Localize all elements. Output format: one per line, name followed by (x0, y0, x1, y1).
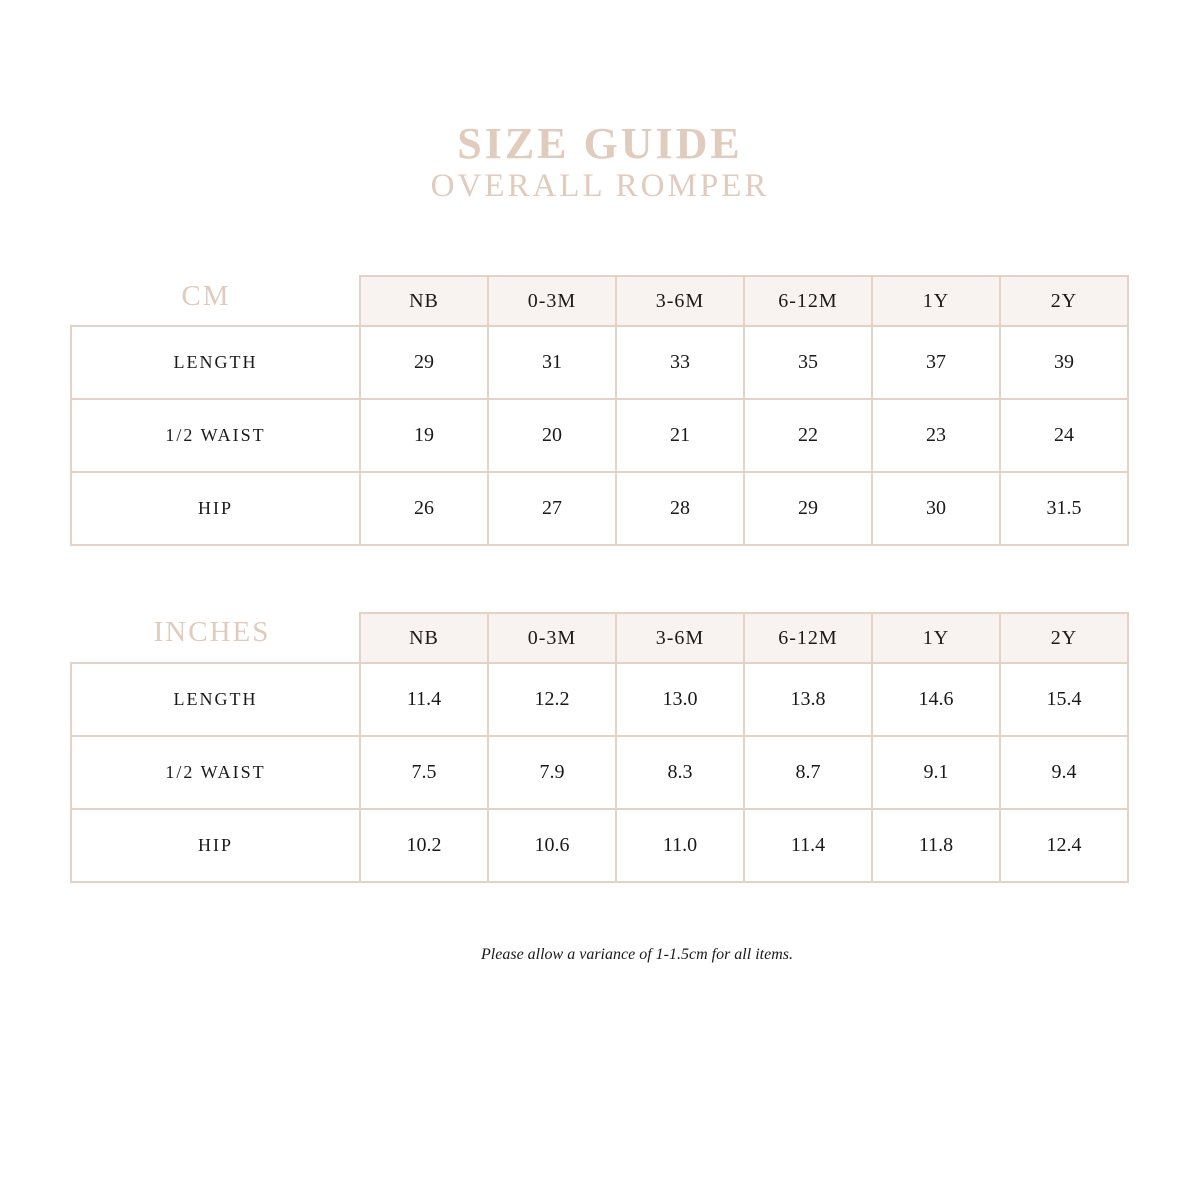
row-label: 1/2 WAIST (71, 736, 360, 809)
table-row (71, 663, 1128, 736)
page-subtitle: OVERALL ROMPER (430, 168, 770, 204)
cm-size-table (70, 275, 1129, 546)
table-cell: 13.8 (744, 663, 872, 736)
table-cell: 19 (360, 399, 488, 472)
table-row (71, 736, 1128, 809)
table-cell: 31.5 (1000, 472, 1128, 545)
table-cell: 7.9 (488, 736, 616, 809)
table-cell: 12.2 (488, 663, 616, 736)
table-cell: 10.6 (488, 809, 616, 882)
cm-size-header: 0-3M (488, 276, 616, 326)
inches-size-header: NB (360, 613, 488, 663)
table-cell: 28 (616, 472, 744, 545)
table-row (71, 472, 1128, 545)
row-label: 1/2 WAIST (71, 399, 360, 472)
inches-header-row (71, 613, 1128, 663)
table-cell: 21 (616, 399, 744, 472)
table-cell: 12.4 (1000, 809, 1128, 882)
table-cell: 10.2 (360, 809, 488, 882)
cm-size-header: 1Y (872, 276, 1000, 326)
inches-size-header: 2Y (1000, 613, 1128, 663)
inches-size-header: 3-6M (616, 613, 744, 663)
table-cell: 37 (872, 326, 1000, 399)
table-cell: 39 (1000, 326, 1128, 399)
cm-header-row (71, 276, 1128, 326)
table-cell: 29 (360, 326, 488, 399)
table-cell: 15.4 (1000, 663, 1128, 736)
table-cell: 22 (744, 399, 872, 472)
inches-size-header: 6-12M (744, 613, 872, 663)
table-cell: 11.4 (744, 809, 872, 882)
variance-note: Please allow a variance of 1-1.5cm for all items. (481, 946, 793, 963)
cm-size-header: 2Y (1000, 276, 1128, 326)
table-cell: 24 (1000, 399, 1128, 472)
table-cell: 11.8 (872, 809, 1000, 882)
row-label: HIP (71, 472, 360, 545)
table-cell: 30 (872, 472, 1000, 545)
cm-header-blank (71, 276, 360, 326)
cm-size-header: NB (360, 276, 488, 326)
table-cell: 8.7 (744, 736, 872, 809)
table-cell: 14.6 (872, 663, 1000, 736)
table-cell: 11.4 (360, 663, 488, 736)
table-cell: 23 (872, 399, 1000, 472)
table-row (71, 809, 1128, 882)
table-cell: 13.0 (616, 663, 744, 736)
row-label: HIP (71, 809, 360, 882)
inches-size-header: 1Y (872, 613, 1000, 663)
table-cell: 9.1 (872, 736, 1000, 809)
table-cell: 33 (616, 326, 744, 399)
page-title: SIZE GUIDE (457, 119, 743, 168)
inches-header-blank (71, 613, 360, 663)
inches-size-header: 0-3M (488, 613, 616, 663)
cm-size-header: 3-6M (616, 276, 744, 326)
table-row (71, 399, 1128, 472)
table-cell: 9.4 (1000, 736, 1128, 809)
table-cell: 27 (488, 472, 616, 545)
table-cell: 11.0 (616, 809, 744, 882)
table-cell: 29 (744, 472, 872, 545)
inches-size-table (70, 612, 1129, 883)
table-cell: 20 (488, 399, 616, 472)
table-cell: 26 (360, 472, 488, 545)
inches-section-label: INCHES (153, 616, 271, 648)
table-row (71, 326, 1128, 399)
row-label: LENGTH (71, 326, 360, 399)
table-cell: 8.3 (616, 736, 744, 809)
table-cell: 31 (488, 326, 616, 399)
table-cell: 35 (744, 326, 872, 399)
row-label: LENGTH (71, 663, 360, 736)
cm-size-header: 6-12M (744, 276, 872, 326)
cm-section-label: CM (181, 280, 231, 312)
table-cell: 7.5 (360, 736, 488, 809)
